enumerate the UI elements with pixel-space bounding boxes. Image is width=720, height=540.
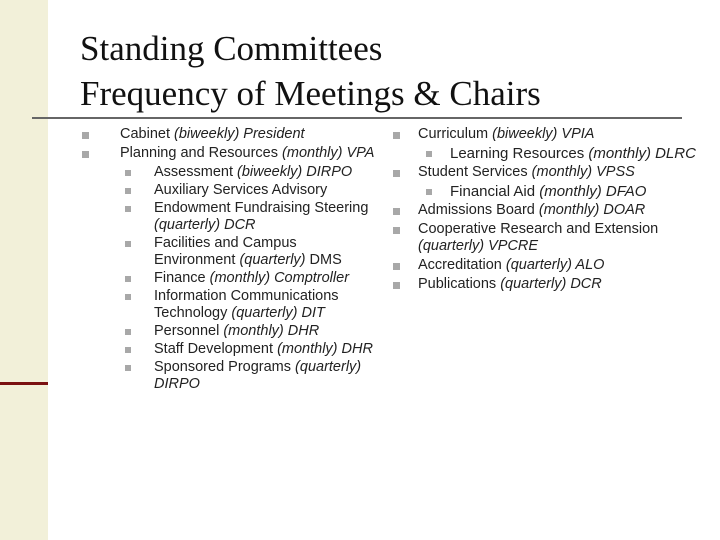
- item-detail: (quarterly) ALO: [505, 257, 605, 273]
- sublist-item-personnel: [120, 323, 376, 340]
- list-item-accreditation: [387, 257, 697, 274]
- item-detail: (monthly) Comptroller: [209, 270, 350, 286]
- sublist-item-auxiliary: [120, 182, 376, 199]
- square-bullet-icon: [393, 263, 400, 270]
- item-detail: (monthly) DHR: [277, 341, 373, 357]
- planning-subcommittee-list: [120, 164, 376, 393]
- square-bullet-icon: [125, 276, 131, 282]
- square-bullet-icon: [125, 294, 131, 300]
- item-name: Student Services: [418, 164, 532, 180]
- title-divider: [32, 117, 682, 119]
- square-bullet-icon: [393, 170, 400, 177]
- left-column-list: [76, 126, 376, 395]
- slide-title: [80, 26, 541, 116]
- item-detail: (biweekly) VPIA: [492, 126, 595, 142]
- item-detail: (monthly) DOAR: [538, 202, 646, 218]
- item-name: Personnel: [154, 323, 224, 339]
- square-bullet-icon: [125, 170, 131, 176]
- square-bullet-icon: [393, 282, 400, 289]
- item-detail: (monthly) VPSS: [531, 164, 635, 180]
- item-name: Accreditation: [418, 257, 506, 273]
- item-name: Planning and Resources: [120, 145, 283, 161]
- sidebar-accent-line: [0, 382, 48, 385]
- item-detail: (quarterly) VPCRE: [418, 238, 539, 254]
- sublist-item-learning-resources: [418, 145, 697, 162]
- square-bullet-icon: [125, 188, 131, 194]
- item-detail: (monthly) DFAO: [539, 183, 647, 200]
- square-bullet-icon: [125, 329, 131, 335]
- item-detail: (biweekly) President: [174, 126, 305, 142]
- item-detail: (quarterly) DIT: [231, 305, 325, 321]
- item-name: Publications: [418, 276, 501, 292]
- sublist-item-assessment: [120, 164, 376, 181]
- sublist-item-facilities: [120, 235, 376, 269]
- item-name: Facilities and Campus Environment: [154, 235, 297, 268]
- list-item-planning: [76, 145, 376, 393]
- item-name: Staff Development: [154, 341, 278, 357]
- square-bullet-icon: [426, 151, 432, 157]
- item-detail: (biweekly) DIRPO: [237, 164, 353, 180]
- slide-title-line1: Standing Committees: [80, 29, 383, 68]
- item-detail: (quarterly): [239, 252, 310, 268]
- item-name: Admissions Board: [418, 202, 539, 218]
- list-item-curriculum: [387, 126, 697, 162]
- item-detail: (quarterly) DIRPO: [154, 359, 362, 392]
- sublist-item-staff-development: [120, 341, 376, 358]
- square-bullet-icon: [125, 206, 131, 212]
- item-name: Sponsored Programs: [154, 359, 296, 375]
- item-name: Cabinet: [120, 126, 175, 142]
- item-name: Financial Aid: [450, 183, 540, 200]
- item-name: Cooperative Research and Extension: [418, 221, 659, 237]
- square-bullet-icon: [125, 241, 131, 247]
- item-detail: (quarterly) DCR: [154, 217, 256, 233]
- square-bullet-icon: [82, 151, 89, 158]
- sublist-item-finance: [120, 270, 376, 287]
- item-name: Information Communications Technology: [154, 288, 339, 321]
- sublist-item-endowment: [120, 200, 376, 234]
- curriculum-subcommittee-list: [418, 145, 697, 162]
- square-bullet-icon: [82, 132, 89, 139]
- item-name: Learning Resources: [450, 145, 589, 162]
- item-chair: DMS: [309, 252, 342, 268]
- list-item-cooperative-research: [387, 221, 697, 255]
- sublist-item-financial-aid: [418, 183, 697, 200]
- list-item-student-services: [387, 164, 697, 200]
- sublist-item-ict: [120, 288, 376, 322]
- item-name: Endowment Fundraising Steering: [154, 200, 369, 216]
- right-column-list: [387, 126, 697, 295]
- sublist-item-sponsored-programs: [120, 359, 376, 393]
- square-bullet-icon: [426, 189, 432, 195]
- item-name: Assessment: [154, 164, 237, 180]
- item-detail: (monthly) VPA: [282, 145, 375, 161]
- square-bullet-icon: [125, 365, 131, 371]
- list-item-publications: [387, 276, 697, 293]
- list-item-cabinet: [76, 126, 376, 143]
- student-services-subcommittee-list: [418, 183, 697, 200]
- item-detail: (monthly) DHR: [223, 323, 320, 339]
- item-name: Auxiliary Services Advisory: [154, 182, 328, 198]
- item-name: Finance: [154, 270, 210, 286]
- square-bullet-icon: [393, 208, 400, 215]
- item-detail: (monthly) DLRC: [588, 145, 696, 162]
- sidebar-panel: [0, 0, 48, 540]
- list-item-admissions-board: [387, 202, 697, 219]
- item-name: Curriculum: [418, 126, 493, 142]
- square-bullet-icon: [393, 132, 400, 139]
- slide-title-line2: Frequency of Meetings & Chairs: [80, 74, 541, 113]
- item-detail: (quarterly) DCR: [500, 276, 602, 292]
- square-bullet-icon: [393, 227, 400, 234]
- square-bullet-icon: [125, 347, 131, 353]
